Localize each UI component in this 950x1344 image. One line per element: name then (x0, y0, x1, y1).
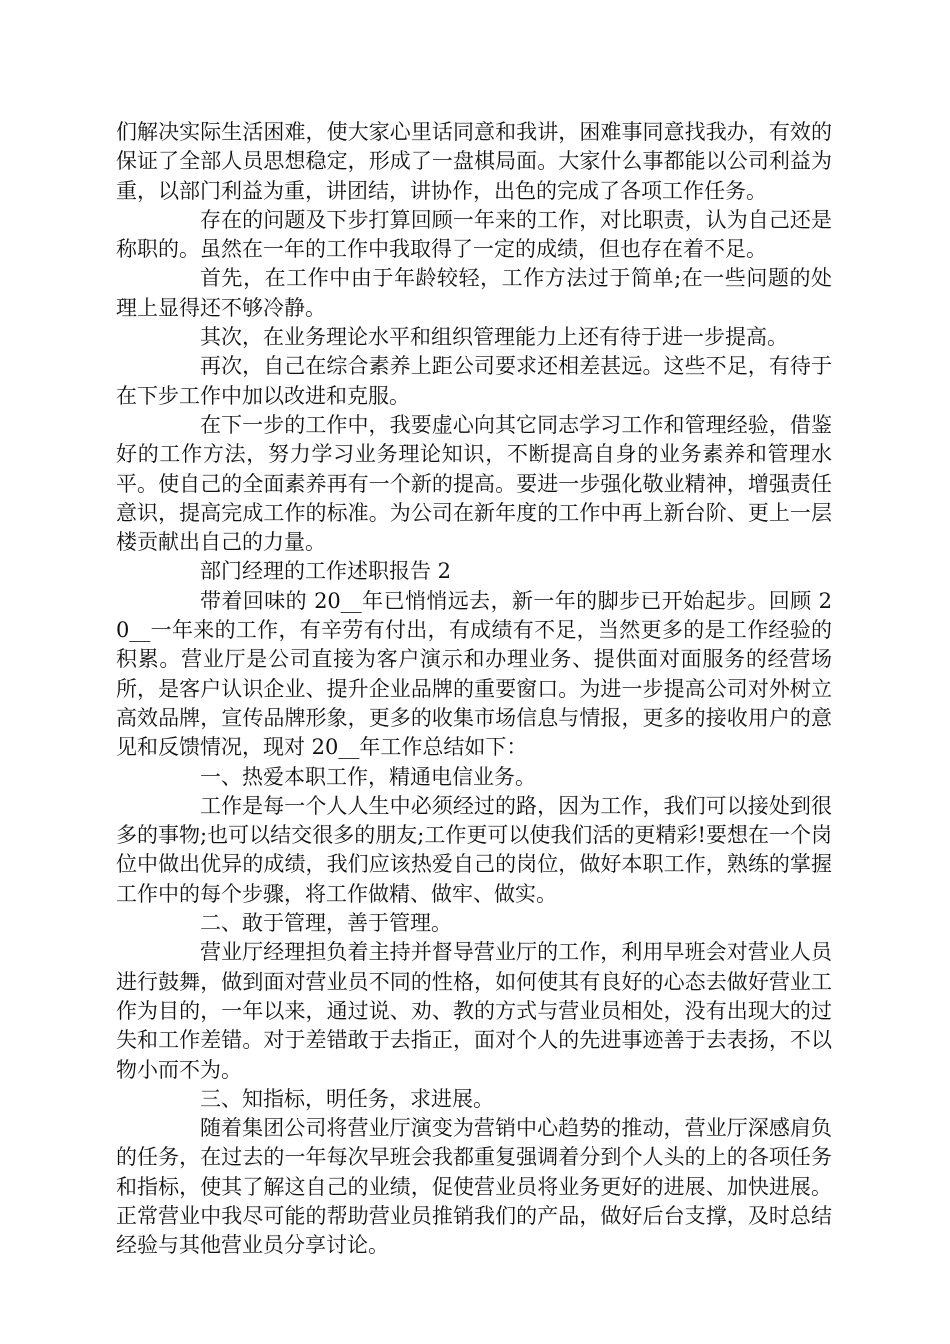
paragraph-14: 随着集团公司将营业厅演变为营销中心趋势的推动，营业厅深感肩负的任务，在过去的一年每次早班会我都重复强调着分到个人头的上的各项任务和指标，使其了解这自己的业绩，促使营业员将业务更好的进展、加快进展。正常营业中我尽可能的帮助营业员推销我们的产品，做好后台支撑，及时总结经验与其他营业员分享讨论。 (116, 1116, 832, 1258)
paragraph-4: 其次，在业务理论水平和组织管理能力上还有待于进一步提高。 (200, 325, 788, 350)
paragraph-8: 带着回味的 20__年已悄悄远去，新一年的脚步已开始起步。回顾 20__一年来的工作，有辛劳有付出，有成绩有不足，当然更多的是工作经验的积累。营业厅是公司直接为客户演示和办理业务、提供面对面服务的经营场所，是客户认识企业、提升企业品牌的重要窗口。为进一步提高公司对外树立高效品牌，宣传品牌形象，更多的收集市场信息与情报，更多的接收用户的意见和反馈情况，现对 20__年工作总结如下： (116, 588, 832, 760)
paragraph-1: 们解决实际生活困难，使大家心里话同意和我讲，困难事同意找我办，有效的保证了全部人员思想稳定，形成了一盘棋局面。大家什么事都能以公司利益为重，以部门利益为重，讲团结，讲协作，出色的完成了各项工作任务。 (116, 120, 832, 203)
paragraph-5: 再次，自己在综合素养上距公司要求还相差甚远。这些不足，有待于在下步工作中加以改进和克服。 (116, 354, 832, 408)
section-heading-3: 三、知指标，明任务，求进展。 (200, 1086, 494, 1111)
section-heading-report-2: 部门经理的工作述职报告 2 (200, 559, 452, 584)
paragraph-12: 营业厅经理担负着主持并督导营业厅的工作，利用早班会对营业人员进行鼓舞，做到面对营业员不同的性格，如何使其有良好的心态去做好营业工作为目的，一年以来，通过说、劝、教的方式与营业员相处，没有出现大的过失和工作差错。对于差错敢于去指正，面对个人的先进事迹善于去表扬，不以物小而不为。 (116, 940, 832, 1082)
paragraph-2: 存在的问题及下步打算回顾一年来的工作，对比职责，认为自己还是称职的。虽然在一年的工作中我取得了一定的成绩，但也存在着不足。 (116, 207, 832, 262)
document-body (116, 118, 832, 1261)
paragraph-3: 首先，在工作中由于年龄较轻，工作方法过于简单;在一些问题的处理上显得还不够冷静。 (116, 266, 832, 320)
paragraph-6: 在下一步的工作中，我要虚心向其它同志学习工作和管理经验，借鉴好的工作方法，努力学习业务理论知识，不断提高自身的业务素养和管理水平。使自己的全面素养再有一个新的提高。要进一步强化敬业精神，增强责任意识，提高完成工作的标准。为公司在新年度的工作中再上新台阶、更上一层楼贡献出自己的力量。 (116, 412, 832, 555)
section-heading-2: 二、敢于管理，善于管理。 (200, 911, 452, 936)
paragraph-10: 工作是每一个人人生中必须经过的路，因为工作，我们可以接处到很多的事物;也可以结交很多的朋友;工作更可以使我们活的更精彩!要想在一个岗位中做出优异的成绩，我们应该热爱自己的岗位，做好本职工作，熟练的掌握工作中的每个步骤，将工作做精、做牢、做实。 (116, 793, 832, 906)
section-heading-1: 一、热爱本职工作，精通电信业务。 (200, 764, 536, 789)
